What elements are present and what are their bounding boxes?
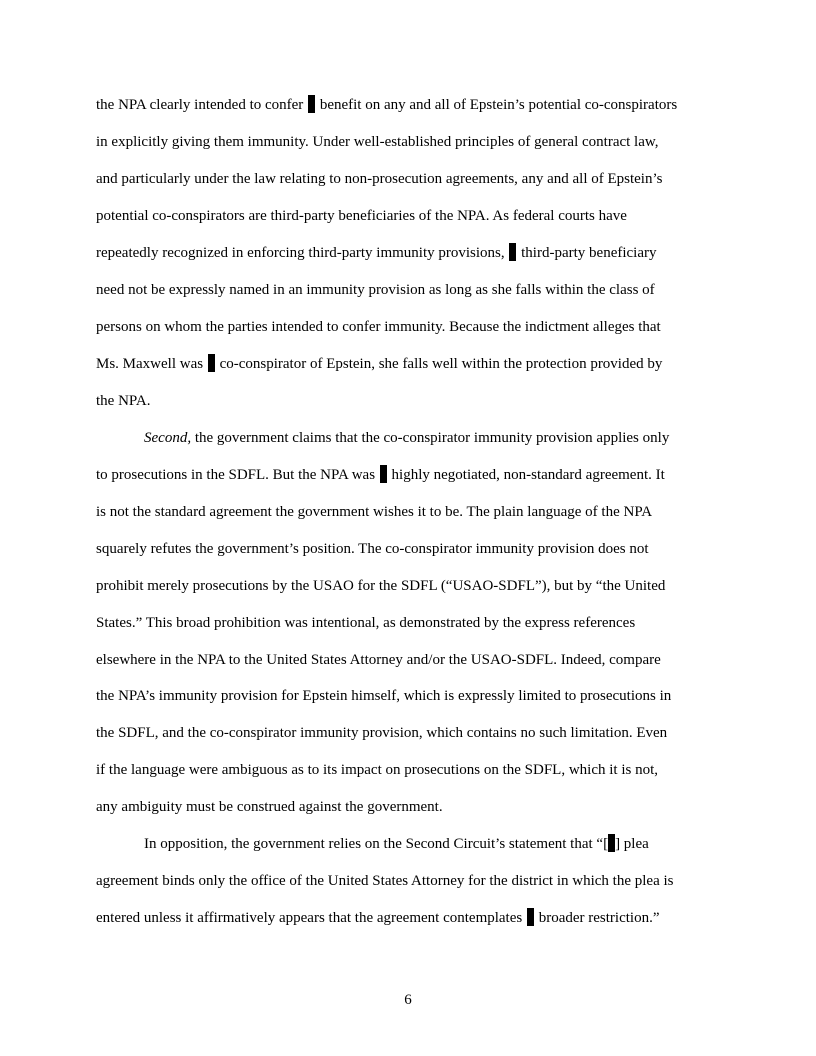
p2-line-9: the SDFL, and the co-conspirator immunity provision, which contains no such limitation. Even [96,725,668,741]
p1-line-8-text-a: Ms. Maxwell was [96,356,204,372]
p2-line-3: is not the standard agreement the government wishes it to be. The plain language of the NPA [96,504,653,520]
p1-line-5-text-b: third-party beneficiary [521,245,657,261]
p2-line-4: squarely refutes the government’s position. The co-conspirator immunity provision does not [96,541,649,557]
p1-line-5-text-a: repeatedly recognized in enforcing third-party immunity provisions, [96,245,505,261]
p2-line-1-text: the government claims that the co-conspirator immunity provision applies only [191,430,670,446]
redaction-bar [527,908,534,926]
p2-line-8: the NPA’s immunity provision for Epstein himself, which is expressly limited to prosecutions in [96,688,672,704]
redaction-bar [608,834,615,852]
redaction-bar [509,243,516,261]
p3-line-1-text-a: In opposition, the government relies on the Second Circuit’s statement that “[ [144,836,609,852]
p1-line-4: potential co-conspirators are third-party beneficiaries of the NPA. As federal courts have [96,208,627,224]
p1-line-7: persons on whom the parties intended to confer immunity. Because the indictment alleges that [96,319,661,335]
redaction-bar [208,354,215,372]
redaction-bar [308,95,315,113]
p1-line-8 [96,354,720,374]
p3-line-1 [96,834,720,854]
p1-line-1 [96,95,720,115]
p1-line-9: the NPA. [96,393,151,409]
p3-line-2: agreement binds only the office of the United States Attorney for the district in which the plea is [96,873,674,889]
p1-line-6: need not be expressly named in an immunity provision as long as she falls within the class of [96,282,655,298]
p2-line-2 [96,465,720,485]
p2-line-5: prohibit merely prosecutions by the USAO for the SDFL (“USAO-SDFL”), but by “the United [96,578,666,594]
p1-line-3: and particularly under the law relating to non-prosecution agreements, any and all of Epstein’s [96,171,663,187]
p3-line-3 [96,908,720,928]
p2-line-1 [96,428,720,448]
p2-line-2-text-a: to prosecutions in the SDFL. But the NPA was [96,467,376,483]
p2-line-10: if the language were ambiguous as to its impact on prosecutions on the SDFL, which it is not, [96,762,658,778]
p1-line-8-text-b: co-conspirator of Epstein, she falls well within the protection provided by [219,356,663,372]
page-number: 6 [404,992,412,1008]
p3-line-1-text-b: ] plea [615,836,649,852]
p2-line-11: any ambiguity must be construed against the government. [96,799,443,815]
p3-line-3-text-b: broader restriction.” [538,910,660,926]
p1-line-2: in explicitly giving them immunity. Under well-established principles of general contract law, [96,134,659,150]
p1-line-5 [96,243,720,263]
p1-line-1-text-b: benefit on any and all of Epstein’s potential co-conspirators [319,97,678,113]
p2-line-2-text-b: highly negotiated, non-standard agreement. It [391,467,665,483]
p2-line-7: elsewhere in the NPA to the United States Attorney and/or the USAO-SDFL. Indeed, compare [96,652,661,668]
p3-line-3-text-a: entered unless it affirmatively appears that the agreement contemplates [96,910,523,926]
p2-line-6: States.” This broad prohibition was intentional, as demonstrated by the express references [96,615,636,631]
p1-line-1-text-a: the NPA clearly intended to confer [96,97,304,113]
redaction-bar [380,465,387,483]
p2-line-1-italic: Second, [144,430,192,446]
